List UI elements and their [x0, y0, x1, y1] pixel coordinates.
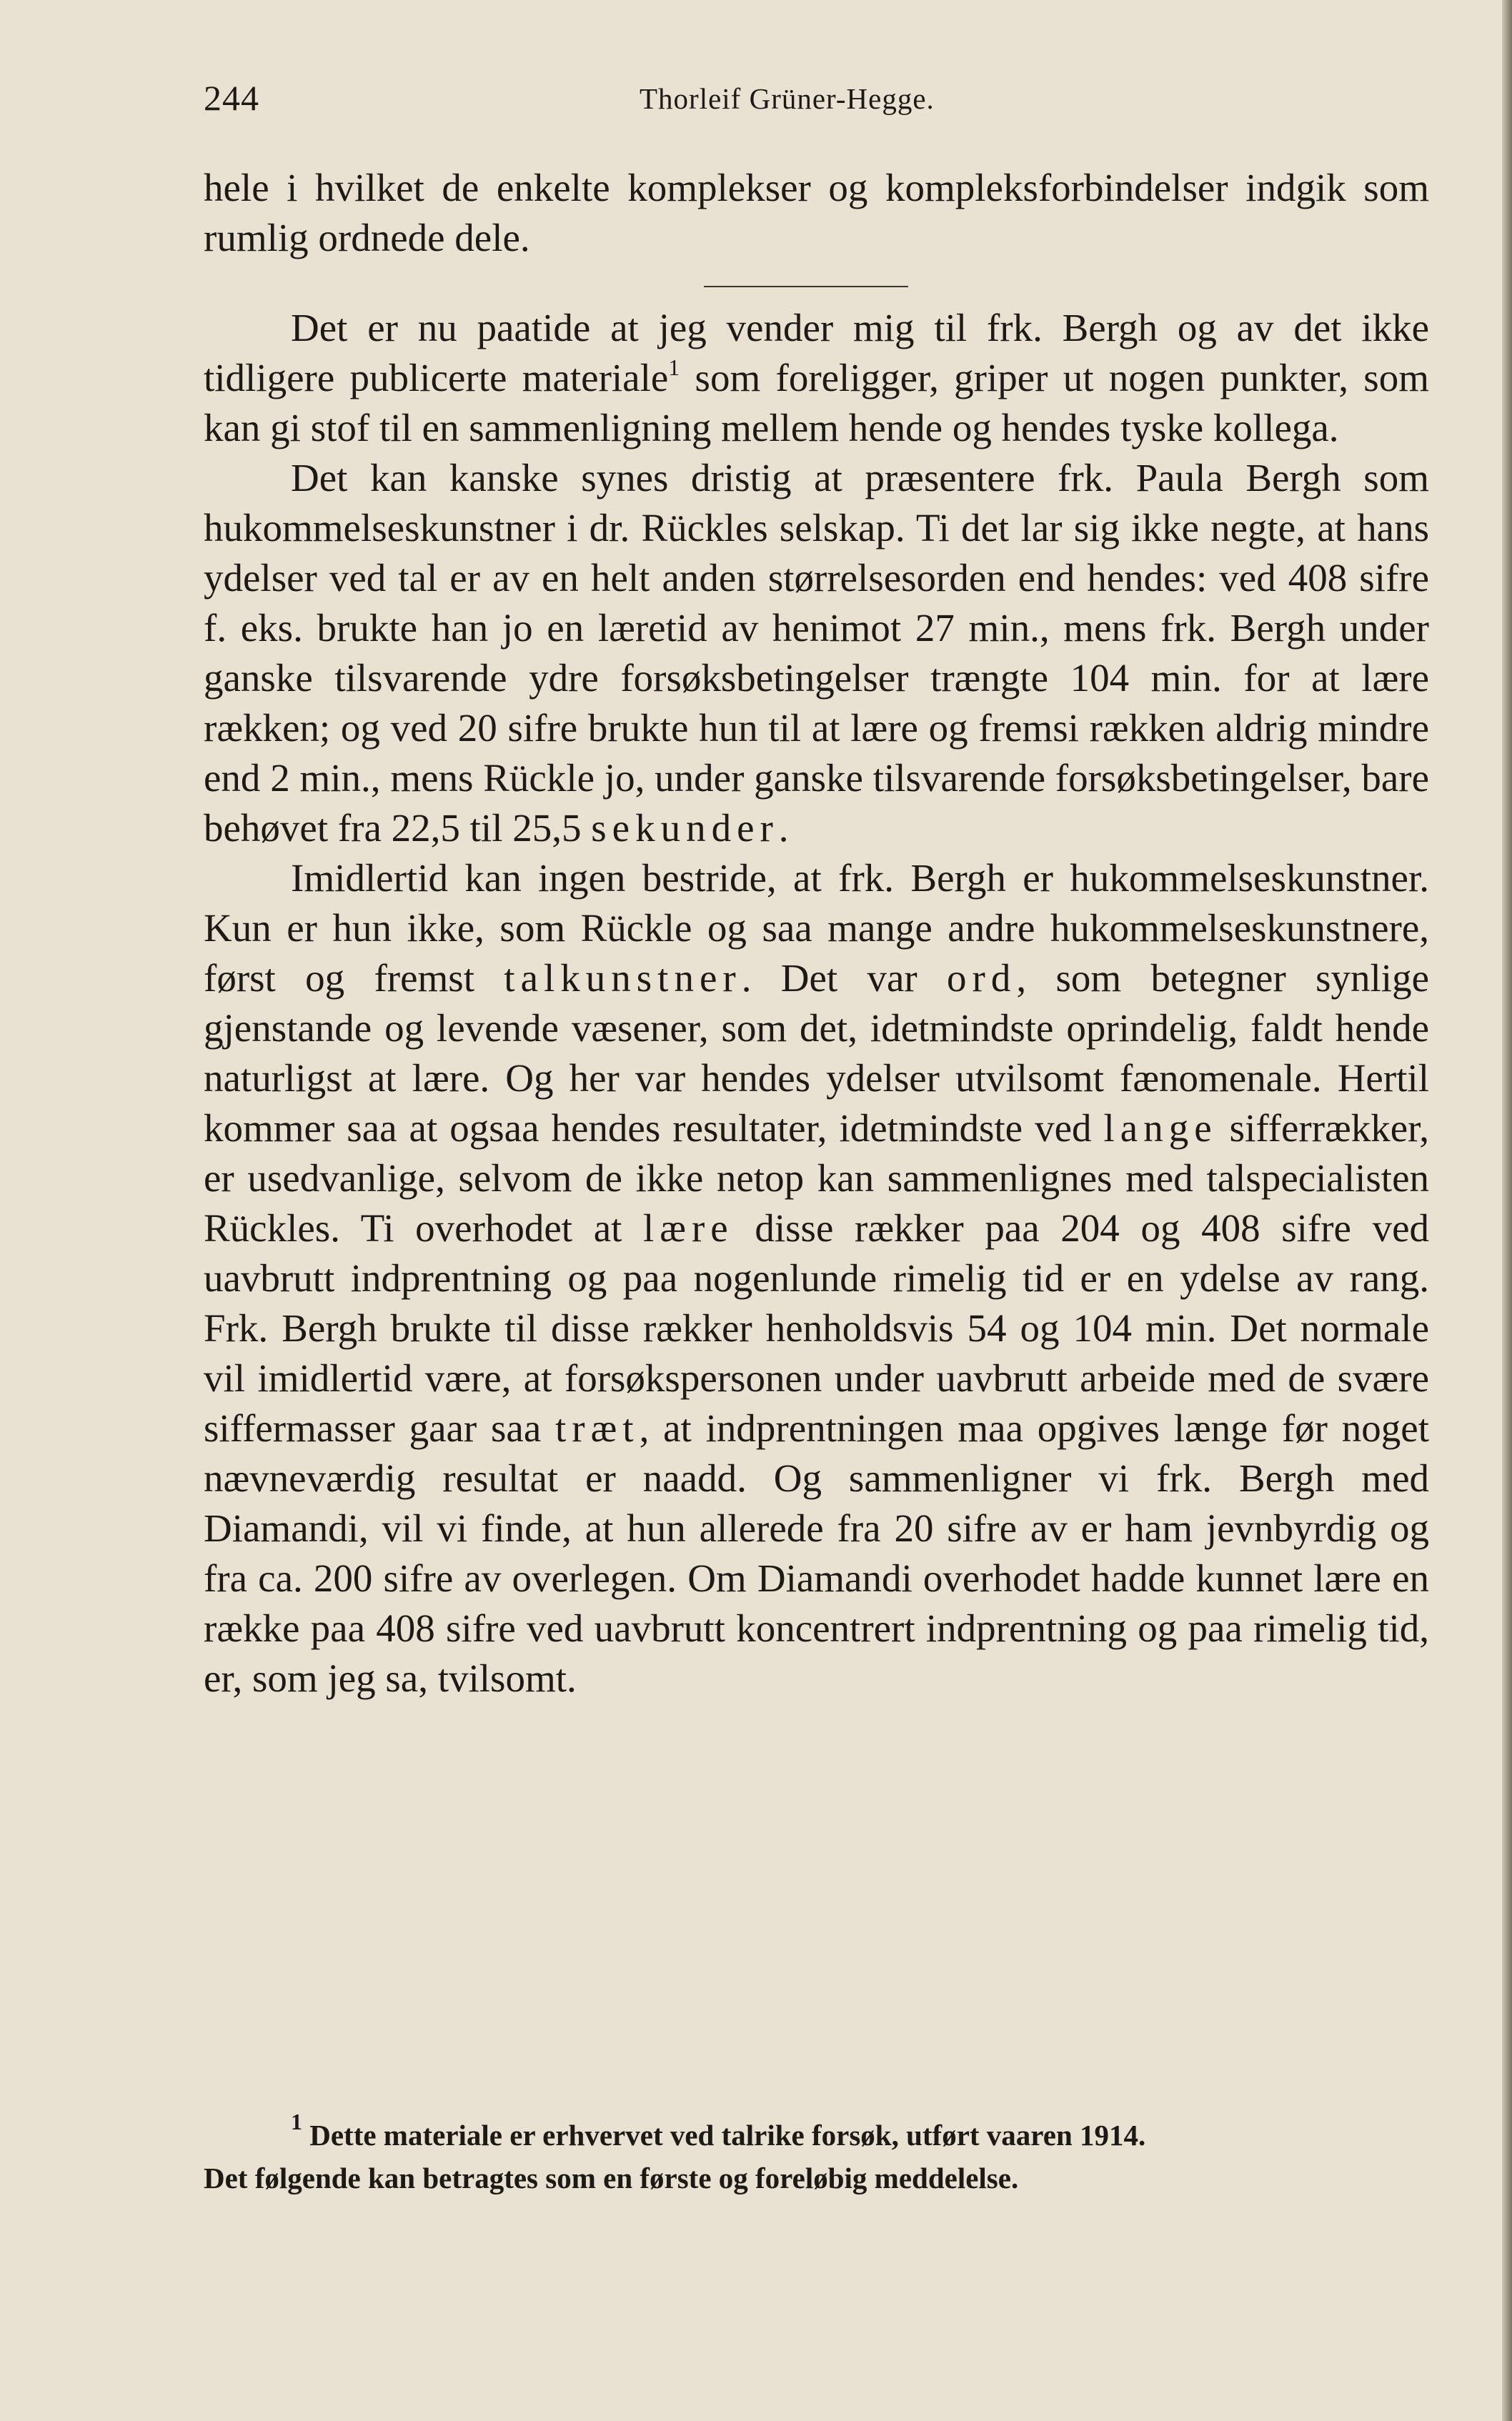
paragraph-discussion — [204, 853, 1429, 1704]
footnote — [204, 2109, 1429, 2199]
paragraph-text: sifferrækker, er usedvanlige, selvom de ikke netop kan sammenlignes med talspecialisten Rückles. Ti overhodet at — [204, 1106, 1429, 1250]
footnote-text: Dette materiale er erhvervet ved talrike forsøk, utført vaaren 1914. — [302, 2119, 1146, 2152]
emphasis-spaced: lære — [643, 1206, 734, 1250]
paragraph-intro — [204, 303, 1429, 453]
section-divider — [704, 286, 908, 287]
emphasis-spaced: lange — [1103, 1106, 1218, 1150]
paragraph-comparison — [204, 453, 1429, 853]
footnote-line — [204, 2109, 1429, 2157]
paragraph-text: , som betegner synlige gjenstande og levende væsener, som det, idetmindste oprindelig, faldt hende naturligst at lære. Og her var hendes ydelser utvilsomt fænomenale. Hertil kommer saa at ogsaa hendes resultater, idetmindste ved — [204, 956, 1429, 1150]
body-text — [204, 163, 1429, 1704]
paragraph-text: disse rækker paa 204 og 408 sifre ved uavbrutt indprentning og paa nogenlunde rimelig tid er en ydelse av rang. Frk. Bergh brukte til disse rækker henholdsvis 54 og 104 min. Det normale vil imidlertid være, at forsøkspersonen under uavbrutt arbeide med de svære siffermasser gaar saa — [204, 1206, 1429, 1450]
paragraph-text: Det kan kanske synes dristig at præsentere frk. Paula Bergh som hukommelseskunstner i dr. Rückles selskap. Ti det lar sig ikke negte, at hans ydelser ved tal er av en helt anden størrelsesorden end hendes: ved 408 sifre f. eks. brukte han jo en læretid av henimot 27 min., mens frk. Bergh under ganske tilsvarende ydre forsøksbetingelser trængte 104 min. for at lære rækken; og ved 20 sifre brukte hun til at lære og fremsi rækken aldrig mindre end 2 min., mens Rückle jo, under ganske tilsvarende forsøksbetingelser, bare behøvet fra 22,5 til 25,5 — [204, 456, 1429, 850]
paragraph-text: . — [778, 806, 789, 850]
paragraph-text: , at indprentningen maa opgives længe før noget nævneværdig resultat er naadd. Og sammenligner vi frk. Bergh med Diamandi, vil vi finde, at hun allerede fra 20 sifre av er ham jevnbyrdig og fra ca. 200 sifre av overlegen. Om Diamandi overhodet hadde kunnet lære en række paa 408 sifre ved uavbrutt koncentrert indprentning og paa rimelig tid, er, som jeg sa, tvilsomt. — [204, 1406, 1429, 1700]
footnote-line: Det følgende kan betragtes som en første og foreløbig meddelelse. — [204, 2162, 1019, 2194]
running-title: Thorleif Grüner-Hegge. — [640, 82, 935, 115]
emphasis-spaced: sekunder — [591, 806, 779, 850]
emphasis-spaced: ord — [947, 956, 1017, 1000]
paragraph-text: Det er nu paatide at jeg vender mig til frk. Bergh og av det ikke tidligere publicerte materiale — [204, 306, 1429, 399]
running-header — [204, 77, 1429, 134]
footnote-reference: 1 — [668, 354, 680, 380]
paragraph-text: som foreligger, griper ut nogen punkter, som kan gi stof til en sammenligning mellem hende og hendes tyske kollega. — [204, 356, 1429, 449]
paragraph-continuation: hele i hvilket de enkelte komplekser og kompleksforbindelser indgik som rumlig ordnede dele. — [204, 166, 1429, 259]
paragraph-text: . Det var — [741, 956, 948, 1000]
footnote-marker: 1 — [291, 2109, 302, 2134]
page-edge — [1502, 0, 1512, 2421]
emphasis-spaced: talkunstner — [504, 956, 742, 1000]
page-number: 244 — [204, 78, 259, 118]
paragraph-text: Imidlertid kan ingen bestride, at frk. Bergh er hukommelseskunstner. Kun er hun ikke, som Rückle og saa mange andre hukommelseskunstnere, først og fremst — [204, 856, 1429, 1000]
emphasis-spaced: træt — [555, 1406, 640, 1450]
